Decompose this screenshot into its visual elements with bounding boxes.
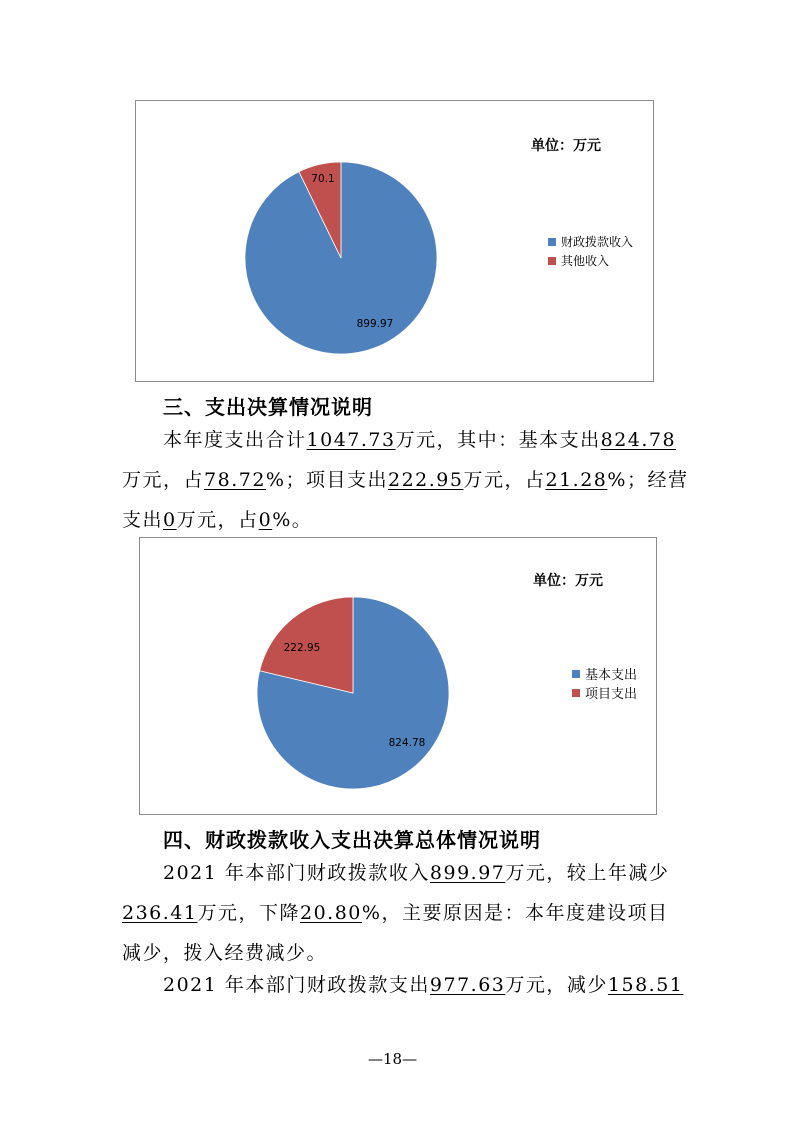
legend-item	[548, 251, 633, 270]
legend-item	[548, 232, 633, 251]
legend-swatch-blue	[572, 670, 580, 678]
legend-label: 项目支出	[585, 687, 638, 702]
text-run: 本年度支出合计	[163, 429, 307, 451]
pie-data-label: 899.97	[356, 318, 394, 330]
legend-label: 基本支出	[585, 668, 638, 683]
chart-unit-label: 单位：万元	[531, 138, 601, 154]
oper-pct-value: 0	[258, 509, 273, 531]
text-run: 支出	[122, 509, 164, 531]
text-run: 减少，拨入经费减少。	[122, 942, 328, 964]
oper-expense-value: 0	[163, 509, 177, 531]
chart-legend	[572, 664, 637, 702]
income-pie-chart	[135, 100, 654, 382]
chart-unit-label: 单位：万元	[533, 573, 603, 589]
text-run: %；项目支出	[265, 469, 388, 491]
pie-data-label: 824.78	[388, 737, 426, 749]
basic-pct-value: 78.72	[204, 469, 266, 491]
legend-label: 其他收入	[561, 254, 610, 268]
expense-pie-chart	[139, 537, 657, 815]
income-decrease-value: 236.41	[122, 902, 198, 924]
text-run: 万元，下降	[197, 902, 300, 924]
text-run: 万元，减少	[505, 974, 608, 996]
pie-data-label: 70.1	[311, 173, 335, 185]
basic-expense-value: 824.78	[600, 429, 677, 451]
legend-swatch-red	[548, 257, 556, 265]
expense-decrease-value: 158.51	[607, 974, 684, 996]
section4-paragraph-line2	[122, 893, 668, 933]
legend-item	[572, 664, 637, 683]
text-run: 万元，占	[122, 469, 205, 491]
section3-paragraph-line2	[122, 460, 688, 500]
page-number: —18—	[368, 1050, 418, 1068]
project-pct-value: 21.28	[545, 469, 608, 491]
legend-label: 财政拨款收入	[561, 235, 634, 249]
income-decrease-pct: 20.80	[300, 902, 362, 924]
chart-legend	[548, 232, 633, 270]
section3-paragraph	[163, 420, 676, 460]
pie-data-label: 222.95	[283, 642, 321, 654]
text-run: %。	[272, 509, 313, 531]
text-run: 万元，占	[463, 469, 546, 491]
section-heading: 四、财政拨款收入支出决算总体情况说明	[163, 828, 541, 852]
section4-paragraph2	[163, 965, 683, 1005]
income-value: 899.97	[429, 862, 506, 884]
section3-paragraph-line3	[122, 500, 312, 540]
text-run: %；经营	[607, 469, 689, 491]
project-expense-value: 222.95	[387, 469, 464, 491]
text-run: 万元，占	[176, 509, 259, 531]
text-run: %，主要原因是：本年度建设项目	[361, 902, 669, 924]
text-run: 万元，其中：基本支出	[395, 429, 601, 451]
section-heading: 三、支出决算情况说明	[163, 395, 373, 419]
text-run: 2021 年本部门财政拨款支出	[163, 974, 430, 996]
text-run: 万元，较上年减少	[505, 862, 670, 884]
text-run: 2021 年本部门财政拨款收入	[163, 862, 430, 884]
legend-swatch-red	[572, 689, 580, 697]
total-expense-value: 1047.73	[306, 429, 396, 451]
legend-item	[572, 683, 637, 702]
expense-value: 977.63	[429, 974, 506, 996]
legend-swatch-blue	[548, 238, 556, 246]
section4-paragraph	[163, 853, 669, 893]
